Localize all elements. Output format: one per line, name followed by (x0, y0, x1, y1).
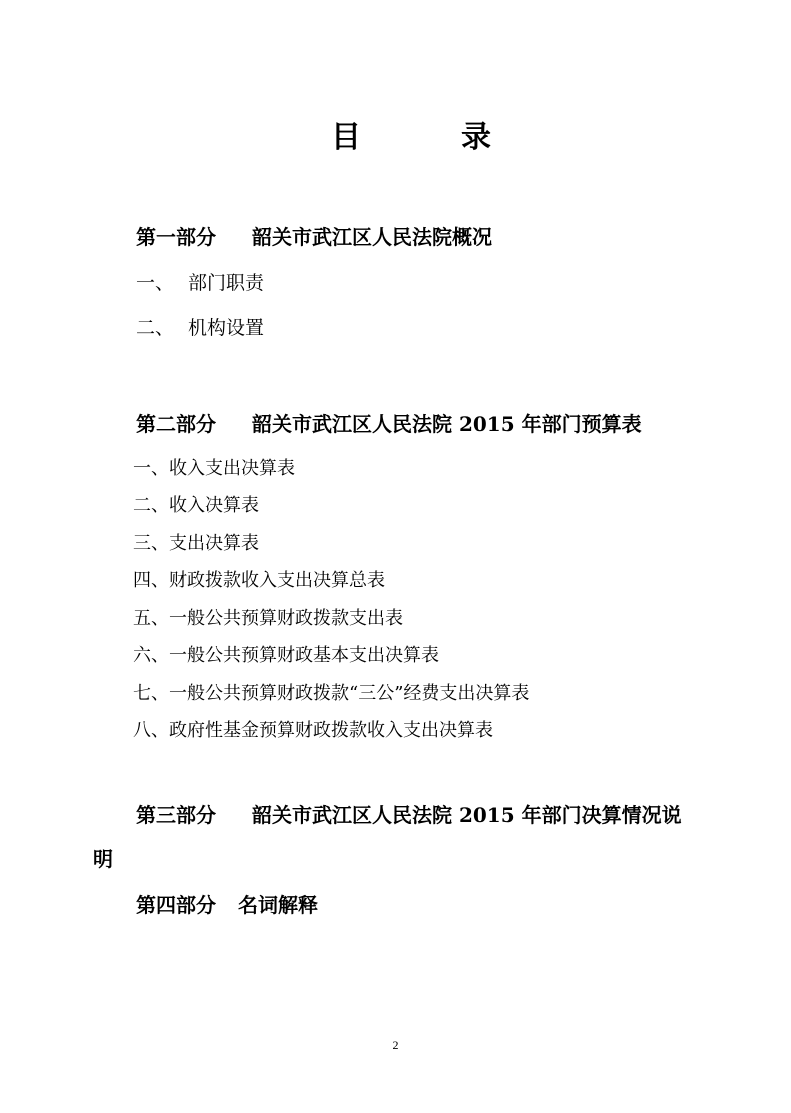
toc-part2 (136, 409, 642, 439)
toc-part1-label: 第一部分 (136, 225, 216, 249)
toc-part2-item-8: 八、政府性基金预算财政拨款收入支出决算表 (133, 720, 493, 741)
toc-title (0, 118, 791, 158)
toc-part2-item-5: 五、一般公共预算财政拨款支出表 (133, 608, 403, 629)
toc-part3-title: 韶关市武江区人民法院 2015 年部门决算情况说 (252, 803, 682, 827)
toc-part3-title-continued: 明 (93, 847, 113, 871)
toc-part2-label: 第二部分 (136, 412, 216, 436)
toc-part2-item-1: 一、收入支出决算表 (133, 458, 295, 479)
toc-part1-section-2: 二、 机构设置 (136, 317, 265, 339)
toc-title-char-2: 录 (461, 120, 491, 155)
toc-part2-title: 韶关市武江区人民法院 2015 年部门预算表 (252, 412, 642, 436)
toc-part1-section-1: 一、 部门职责 (136, 272, 265, 294)
toc-part3 (136, 800, 682, 830)
toc-part4-label: 第四部分 (136, 893, 216, 917)
toc-title-char-1: 目 (331, 120, 361, 155)
toc-part1 (136, 222, 492, 252)
toc-part4-title: 名词解释 (238, 893, 318, 917)
toc-part2-item-6: 六、一般公共预算财政基本支出决算表 (133, 645, 439, 666)
page-number: 2 (392, 1038, 399, 1052)
toc-part2-item-3: 三、支出决算表 (133, 533, 259, 554)
toc-part2-item-7: 七、一般公共预算财政拨款“三公”经费支出决算表 (133, 683, 530, 704)
toc-part2-item-4: 四、财政拨款收入支出决算总表 (133, 570, 385, 591)
toc-part3-label: 第三部分 (136, 803, 216, 827)
toc-part1-title: 韶关市武江区人民法院概况 (252, 225, 492, 249)
toc-part2-item-2: 二、收入决算表 (133, 495, 259, 516)
toc-part4 (136, 890, 318, 920)
